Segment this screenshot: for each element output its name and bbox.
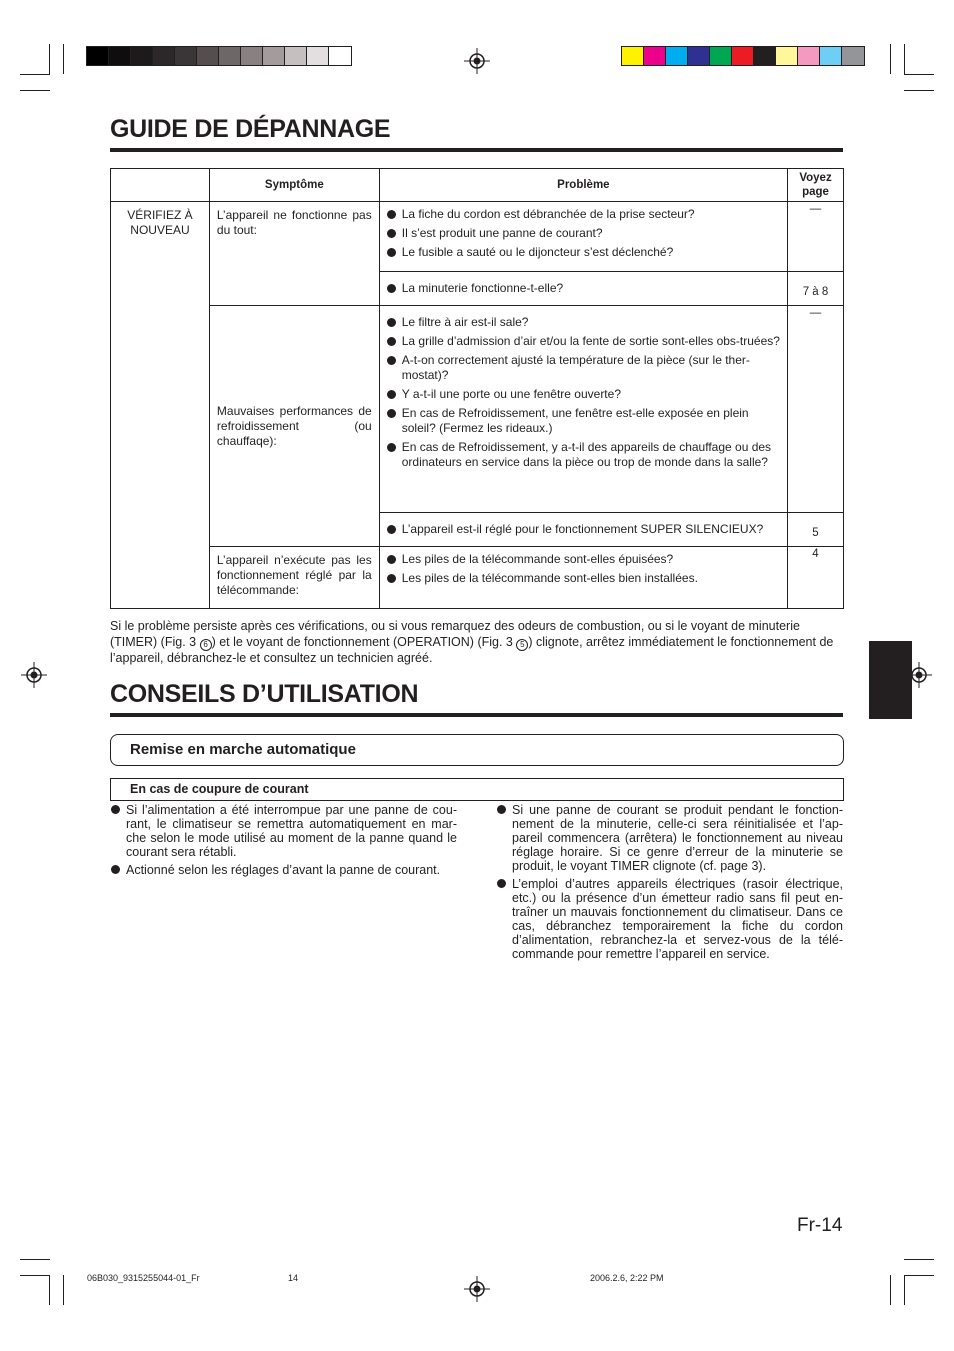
bullet-icon xyxy=(387,284,396,293)
list-item-text: L’appareil est-il réglé pour le fonctionnement SUPER SILENCIEUX? xyxy=(401,522,764,536)
color-swatch xyxy=(153,47,175,65)
list-item-text: Il s’est produit une panne de courant? xyxy=(401,226,603,240)
list-item-text: La fiche du cordon est débranchée de la prise secteur? xyxy=(401,207,695,221)
list-item xyxy=(386,406,781,436)
auto-restart-heading: Remise en marche automatique xyxy=(110,734,844,766)
list-item xyxy=(386,552,781,567)
note-text: Si le problème persiste après ces vérifications, ou si vous remarquez des odeurs de combustion, ou si le voyant de minuterie (TIMER) (Fig. 3 xyxy=(110,619,800,649)
page-ref-cell: — xyxy=(788,306,844,513)
color-swatch xyxy=(241,47,263,65)
color-swatch xyxy=(131,47,153,65)
list-item-text: L’emploi d’autres appareils électriques (rasoir électrique, etc.) ou la présence d’un émetteur radio sans fil peut en-traîner un mauvais fonctionnement du climatiseur. Dans ce cas, débranchez temporairement la fiche du cordon d’alimentation, rebranchez-la et servez-vous de la télé-commande pour remettre l’appareil en service. xyxy=(512,877,843,961)
footer-date: 2006.2.6, 2:22 PM xyxy=(590,1273,664,1283)
crop-mark xyxy=(20,90,50,91)
table-header-row xyxy=(111,169,844,202)
troubleshooting-table xyxy=(110,168,844,609)
bullet-icon xyxy=(111,805,120,814)
problem-cell xyxy=(379,306,787,513)
troubleshooting-note xyxy=(110,619,844,666)
crop-mark xyxy=(904,1275,905,1305)
color-swatch-bar xyxy=(621,46,865,66)
problem-cell xyxy=(379,513,787,547)
crop-mark xyxy=(63,1275,64,1305)
problem-list xyxy=(386,522,781,537)
bullet-icon xyxy=(497,805,506,814)
problem-list xyxy=(110,803,457,877)
list-item-text: Le fusible a sauté ou le dijoncteur s’est déclenché? xyxy=(401,245,674,259)
list-item xyxy=(386,440,781,470)
list-item xyxy=(496,803,843,873)
list-item xyxy=(386,281,781,296)
list-item-text: La grille d’admission d’air et/ou la fente de sortie sont-elles obs-truées? xyxy=(401,334,780,348)
color-swatch xyxy=(820,47,842,65)
list-item-text: Si l’alimentation a été interrompue par une panne de cou-rant, le climatiseur se remettra automatiquement en mar-che selon le mode utilisé au moment de la panne quand le courant sera rétabli. xyxy=(126,803,457,859)
crop-mark xyxy=(63,44,64,74)
symptom-cell: Mauvaises performances de refroidissement (ou chauffaqe): xyxy=(209,306,379,547)
color-swatch xyxy=(197,47,219,65)
page-ref-cell: 5 xyxy=(788,513,844,547)
crop-mark xyxy=(20,1275,50,1276)
crop-mark xyxy=(904,1275,934,1276)
bullet-icon xyxy=(387,318,396,327)
page-ref-cell: 4 xyxy=(788,547,844,609)
color-swatch xyxy=(307,47,329,65)
color-swatch xyxy=(798,47,820,65)
color-swatch xyxy=(329,47,351,65)
note-text: ) et le voyant de fonctionnement (OPERATION) (Fig. 3 xyxy=(211,634,517,649)
header-see-page: Voyez page xyxy=(788,169,844,202)
color-swatch xyxy=(644,47,666,65)
registration-mark-icon xyxy=(21,662,47,688)
color-swatch xyxy=(285,47,307,65)
color-swatch xyxy=(666,47,688,65)
problem-cell xyxy=(379,272,787,306)
bullet-icon xyxy=(387,555,396,564)
list-item xyxy=(110,803,457,859)
bullet-icon xyxy=(387,443,396,452)
color-swatch xyxy=(263,47,285,65)
page-ref-cell: — xyxy=(788,202,844,272)
color-swatch xyxy=(175,47,197,65)
color-swatch xyxy=(87,47,109,65)
problem-list xyxy=(496,803,843,961)
table-row xyxy=(111,547,844,609)
problem-list xyxy=(386,281,781,296)
color-swatch xyxy=(688,47,710,65)
troubleshooting-title: GUIDE DE DÉPANNAGE xyxy=(110,115,391,143)
color-swatch xyxy=(732,47,754,65)
title-rule xyxy=(110,148,843,152)
problem-list xyxy=(386,207,781,260)
bullet-icon xyxy=(387,574,396,583)
bullet-icon xyxy=(111,865,120,874)
list-item-text: En cas de Refroidissement, y a-t-il des appareils de chauffage ou des ordinateurs en service dans la pièce ou trop de monde dans la salle? xyxy=(401,440,772,469)
crop-mark xyxy=(890,1275,891,1305)
list-item-text: Le filtre à air est-il sale? xyxy=(401,315,529,329)
list-item-text: Les piles de la télécommande sont-elles épuisées? xyxy=(401,552,674,566)
figure-reference-badge: 6 xyxy=(200,639,212,651)
footer-page: 14 xyxy=(288,1273,299,1283)
list-item-text: Actionné selon les réglages d’avant la panne de courant. xyxy=(126,863,441,877)
bullet-icon xyxy=(387,390,396,399)
category-cell: VÉRIFIEZ À NOUVEAU xyxy=(111,202,210,609)
bullet-icon xyxy=(387,210,396,219)
bullet-icon xyxy=(387,248,396,257)
registration-mark-icon xyxy=(464,1276,490,1302)
page-ref-cell: 7 à 8 xyxy=(788,272,844,306)
title-rule xyxy=(110,713,843,717)
left-column xyxy=(110,803,457,881)
color-swatch xyxy=(109,47,131,65)
list-item-text: A-t-on correctement ajusté la température de la pièce (sur le ther-mostat)? xyxy=(401,353,750,382)
note-text: ) clignote, arrêtez immédiatement le fonctionnement de l’appareil, débranchez-le et consultez un technicien agréé. xyxy=(110,634,834,665)
header-symptom: Symptôme xyxy=(209,169,379,202)
table-row xyxy=(111,202,844,272)
list-item xyxy=(386,207,781,222)
right-column xyxy=(496,803,843,965)
crop-mark xyxy=(20,1259,50,1260)
list-item-text: La minuterie fonctionne-t-elle? xyxy=(401,281,564,295)
bullet-icon xyxy=(387,356,396,365)
problem-list xyxy=(386,315,781,470)
crop-mark xyxy=(49,1275,50,1305)
crop-mark xyxy=(904,44,905,74)
color-swatch xyxy=(754,47,776,65)
page-number: Fr-14 xyxy=(797,1215,843,1236)
crop-mark xyxy=(890,44,891,74)
crop-mark xyxy=(904,74,934,75)
crop-mark xyxy=(904,90,934,91)
grayscale-swatch-bar xyxy=(86,46,352,66)
bullet-icon xyxy=(497,879,506,888)
list-item xyxy=(386,245,781,260)
list-item xyxy=(386,522,781,537)
list-item-text: En cas de Refroidissement, une fenêtre est-elle exposée en plein soleil? (Fermez les rideaux.) xyxy=(401,406,749,435)
list-item xyxy=(110,863,457,877)
language-section-tab xyxy=(869,641,912,719)
figure-reference-badge: 5 xyxy=(516,639,528,651)
list-item xyxy=(386,387,781,402)
problem-cell xyxy=(379,202,787,272)
list-item xyxy=(496,877,843,961)
crop-mark xyxy=(20,74,50,75)
list-item-text: Y a-t-il une porte ou une fenêtre ouverte? xyxy=(401,387,621,401)
color-swatch xyxy=(776,47,798,65)
list-item xyxy=(386,334,781,349)
table-row xyxy=(111,306,844,513)
list-item xyxy=(386,315,781,330)
usage-tips-title: CONSEILS D’UTILISATION xyxy=(110,680,419,708)
color-swatch xyxy=(622,47,644,65)
list-item-text: Si une panne de courant se produit pendant le fonction-nement de la minuterie, celle-ci sera réinitialisée et l’ap-pareil commencera (arrêtera) le fonctionnement au niveau réglage horaire. Si ce genre d’erreur de la minuterie se produit, le voyant TIMER clignote (cf. page 3). xyxy=(512,803,843,873)
bullet-icon xyxy=(387,337,396,346)
list-item xyxy=(386,226,781,241)
crop-mark xyxy=(49,44,50,74)
registration-mark-icon xyxy=(464,48,490,74)
color-swatch xyxy=(842,47,864,65)
header-problem: Problème xyxy=(379,169,787,202)
list-item xyxy=(386,353,781,383)
bullet-icon xyxy=(387,229,396,238)
list-item xyxy=(386,571,781,586)
footer-file-name: 06B030_9315255044-01_Fr xyxy=(87,1273,200,1283)
problem-cell xyxy=(379,547,787,609)
crop-mark xyxy=(904,1259,934,1260)
problem-list xyxy=(386,552,781,586)
symptom-cell: L’appareil ne fonctionne pas du tout: xyxy=(209,202,379,306)
color-swatch xyxy=(710,47,732,65)
header-empty xyxy=(111,169,210,202)
power-outage-subheading: En cas de coupure de courant xyxy=(110,778,844,801)
list-item-text: Les piles de la télécommande sont-elles bien installées. xyxy=(401,571,698,585)
color-swatch xyxy=(219,47,241,65)
bullet-icon xyxy=(387,525,396,534)
bullet-icon xyxy=(387,409,396,418)
symptom-cell: L’appareil n’exécute pas les fonctionnement réglé par la télécommande: xyxy=(209,547,379,609)
